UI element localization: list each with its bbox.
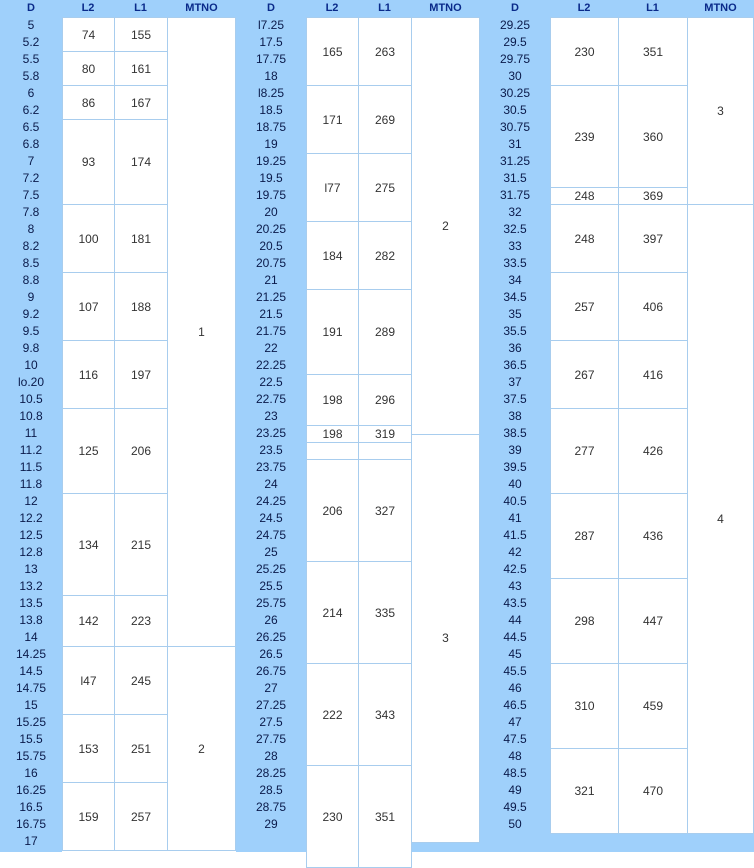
l2-value: 257 — [550, 272, 619, 341]
d-value: 15.5 — [19, 732, 43, 746]
d-value: 28.25 — [255, 766, 287, 780]
l1-value: 459 — [618, 663, 688, 749]
d-value: 34.5 — [503, 290, 527, 304]
mtno-value: 2 — [167, 646, 236, 851]
l1-value: 161 — [114, 51, 168, 86]
l1-value: 197 — [114, 340, 168, 409]
mtno-value: 4 — [687, 204, 754, 834]
d-value: 50 — [508, 817, 522, 831]
mtno-value: 3 — [411, 434, 480, 843]
d-value: 33.5 — [503, 256, 527, 270]
d-value: 19.75 — [255, 188, 287, 202]
d-value: 49 — [508, 783, 522, 797]
d-value: 13.5 — [19, 596, 43, 610]
d-value: 12.2 — [19, 511, 43, 525]
d-value: 22.25 — [255, 358, 287, 372]
l2-value: 191 — [306, 289, 359, 375]
l1-value: 263 — [358, 17, 412, 86]
d-value: 16.25 — [15, 783, 47, 797]
d-value: 27.5 — [259, 715, 283, 729]
l1-value — [358, 442, 412, 460]
l1-value: 223 — [114, 595, 168, 647]
d-value: 24.25 — [255, 494, 287, 508]
d-value: 46.5 — [503, 698, 527, 712]
d-value: 18.75 — [255, 120, 287, 134]
d-value: 22 — [264, 341, 278, 355]
d-value: 32 — [508, 205, 522, 219]
l2-value: 230 — [550, 17, 619, 86]
d-value: 25.75 — [255, 596, 287, 610]
l2-value: 159 — [62, 782, 115, 851]
l1-value: 282 — [358, 221, 412, 290]
d-value: 24.75 — [255, 528, 287, 542]
l1-value: 275 — [358, 153, 412, 222]
d-value: 28 — [264, 749, 278, 763]
d-value: 19.5 — [259, 171, 283, 185]
mtno-value: 3 — [687, 17, 754, 205]
d-value: 15.25 — [15, 715, 47, 729]
d-value: 19.25 — [255, 154, 287, 168]
d-value: 9.8 — [22, 341, 40, 355]
l2-value: 142 — [62, 595, 115, 647]
l1-value: 351 — [358, 765, 412, 868]
d-value: 30.75 — [499, 120, 531, 134]
d-value: 37.5 — [503, 392, 527, 406]
d-value: 42.5 — [503, 562, 527, 576]
d-value: 16.75 — [15, 817, 47, 831]
d-value: l7.25 — [257, 18, 285, 32]
d-value: 8.2 — [22, 239, 40, 253]
l2-value: 248 — [550, 204, 619, 273]
l1-value: 360 — [618, 85, 688, 188]
d-value: 24 — [264, 477, 278, 491]
d-value: 8.8 — [22, 273, 40, 287]
d-value: 26.25 — [255, 630, 287, 644]
l2-value: 321 — [550, 748, 619, 834]
d-value: 30.5 — [503, 103, 527, 117]
l1-value: 369 — [618, 187, 688, 205]
mtno-value: 2 — [411, 17, 480, 435]
d-value: 35.5 — [503, 324, 527, 338]
d-value: 46 — [508, 681, 522, 695]
d-value: 49.5 — [503, 800, 527, 814]
d-value: 25 — [264, 545, 278, 559]
d-value: 19 — [264, 137, 278, 151]
d-value: 26 — [264, 613, 278, 627]
d-value: 21.25 — [255, 290, 287, 304]
d-value: 6.2 — [22, 103, 40, 117]
d-value: 15.75 — [15, 749, 47, 763]
d-value: 31 — [508, 137, 522, 151]
l1-value: 447 — [618, 578, 688, 664]
d-value: l8.25 — [257, 86, 285, 100]
header-d: D — [0, 0, 62, 17]
d-value: 48 — [508, 749, 522, 763]
d-value: 38.5 — [503, 426, 527, 440]
d-value: 20 — [264, 205, 278, 219]
header-d: D — [236, 0, 306, 17]
l2-value: l77 — [306, 153, 359, 222]
d-value: 5 — [27, 18, 35, 32]
d-value: 14.75 — [15, 681, 47, 695]
d-value: 25.25 — [255, 562, 287, 576]
d-value: 24.5 — [259, 511, 283, 525]
l1-value: 188 — [114, 272, 168, 341]
d-value: 23.75 — [255, 460, 287, 474]
l1-value: 335 — [358, 561, 412, 664]
d-value: 17 — [24, 834, 38, 848]
d-value: 11.8 — [19, 477, 43, 491]
d-value: 23 — [264, 409, 278, 423]
d-value: 31.75 — [499, 188, 531, 202]
d-value: lo.20 — [17, 375, 45, 389]
header-l1: L1 — [114, 0, 167, 17]
d-value: 36 — [508, 341, 522, 355]
d-value: 7.2 — [22, 171, 40, 185]
d-value: 14.5 — [19, 664, 43, 678]
d-value: 23.5 — [259, 443, 283, 457]
d-value: 48.5 — [503, 766, 527, 780]
d-value: 29.25 — [499, 18, 531, 32]
header-mtno: MTNO — [167, 0, 236, 17]
l1-value: 174 — [114, 119, 168, 205]
d-value: 29.5 — [503, 35, 527, 49]
l2-value: 222 — [306, 663, 359, 766]
l1-value: 296 — [358, 374, 412, 426]
l2-value: 230 — [306, 765, 359, 868]
d-value: 36.5 — [503, 358, 527, 372]
d-value: 7 — [27, 154, 35, 168]
d-value: 35 — [508, 307, 522, 321]
d-value: 40.5 — [503, 494, 527, 508]
l1-value: 416 — [618, 340, 688, 409]
l1-value: 206 — [114, 408, 168, 494]
l1-value: 351 — [618, 17, 688, 86]
header-mtno: MTNO — [411, 0, 480, 17]
d-value: 15 — [24, 698, 38, 712]
l2-value: 80 — [62, 51, 115, 86]
l1-value: 167 — [114, 85, 168, 120]
l1-value: 436 — [618, 493, 688, 579]
l2-value: l47 — [62, 646, 115, 715]
d-value: 17.5 — [259, 35, 283, 49]
l2-value: 107 — [62, 272, 115, 341]
l2-value: 86 — [62, 85, 115, 120]
l2-value: 165 — [306, 17, 359, 86]
d-value: 11 — [24, 426, 38, 440]
d-value: 41 — [508, 511, 522, 525]
d-value: 26.75 — [255, 664, 287, 678]
d-value: 10.8 — [19, 409, 43, 423]
l2-value: 74 — [62, 17, 115, 52]
d-value: 28.75 — [255, 800, 287, 814]
d-value: 21.75 — [255, 324, 287, 338]
l1-value: 181 — [114, 204, 168, 273]
d-value: 11.5 — [19, 460, 43, 474]
d-value: 43.5 — [503, 596, 527, 610]
d-value: 21 — [264, 273, 278, 287]
d-value: 27.75 — [255, 732, 287, 746]
d-value: 28.5 — [259, 783, 283, 797]
l2-value — [306, 442, 359, 460]
l2-value: 239 — [550, 85, 619, 188]
d-value: 29 — [264, 817, 278, 831]
l1-value: 257 — [114, 782, 168, 851]
d-value: 31.5 — [503, 171, 527, 185]
l1-value: 155 — [114, 17, 168, 52]
d-value: 27.25 — [255, 698, 287, 712]
l2-value: 206 — [306, 459, 359, 562]
d-value: 39 — [508, 443, 522, 457]
d-value: 5.5 — [22, 52, 40, 66]
d-value: 25.5 — [259, 579, 283, 593]
d-value: 40 — [508, 477, 522, 491]
l2-value: 298 — [550, 578, 619, 664]
d-value: 9.2 — [22, 307, 40, 321]
l1-value: 245 — [114, 646, 168, 715]
l2-value: 184 — [306, 221, 359, 290]
d-value: 39.5 — [503, 460, 527, 474]
d-value: 22.5 — [259, 375, 283, 389]
d-value: 6 — [27, 86, 35, 100]
d-value: 31.25 — [499, 154, 531, 168]
d-value: 32.5 — [503, 222, 527, 236]
d-value: 37 — [508, 375, 522, 389]
l1-value: 251 — [114, 714, 168, 783]
l1-value: 215 — [114, 493, 168, 596]
d-value: 47.5 — [503, 732, 527, 746]
l2-value: 153 — [62, 714, 115, 783]
d-value: 9 — [27, 290, 35, 304]
d-value: 18 — [264, 69, 278, 83]
l1-value: 397 — [618, 204, 688, 273]
d-value: 21.5 — [259, 307, 283, 321]
header-l2: L2 — [62, 0, 114, 17]
d-value: 30.25 — [499, 86, 531, 100]
l2-value: 267 — [550, 340, 619, 409]
d-value: 45 — [508, 647, 522, 661]
mtno-value: 1 — [167, 17, 236, 647]
d-value: 41.5 — [503, 528, 527, 542]
l1-value: 327 — [358, 459, 412, 562]
d-value: 6.8 — [22, 137, 40, 151]
d-value: 9.5 — [22, 324, 40, 338]
l1-value: 470 — [618, 748, 688, 834]
l2-value: 116 — [62, 340, 115, 409]
d-value: 27 — [264, 681, 278, 695]
d-value: 12 — [24, 494, 38, 508]
l2-value: 214 — [306, 561, 359, 664]
header-mtno: MTNO — [687, 0, 754, 17]
d-value: 7.5 — [22, 188, 40, 202]
d-value: 11.2 — [19, 443, 43, 457]
header-l2: L2 — [550, 0, 618, 17]
d-value: 26.5 — [259, 647, 283, 661]
header-d: D — [480, 0, 550, 17]
d-value: 12.5 — [19, 528, 43, 542]
l1-value: 319 — [358, 425, 412, 443]
d-value: 20.5 — [259, 239, 283, 253]
d-value: 38 — [508, 409, 522, 423]
d-value: 8.5 — [22, 256, 40, 270]
l2-value: 198 — [306, 374, 359, 426]
d-value: 30 — [508, 69, 522, 83]
l1-value: 426 — [618, 408, 688, 494]
d-value: 22.75 — [255, 392, 287, 406]
d-value: 13.2 — [19, 579, 43, 593]
d-value: 47 — [508, 715, 522, 729]
l2-value: 310 — [550, 663, 619, 749]
header-l1: L1 — [618, 0, 687, 17]
d-value: 45.5 — [503, 664, 527, 678]
header-l1: L1 — [358, 0, 411, 17]
d-value: 29.75 — [499, 52, 531, 66]
l2-value: 134 — [62, 493, 115, 596]
d-value: 16 — [24, 766, 38, 780]
d-value: 44.5 — [503, 630, 527, 644]
d-value: 13 — [24, 562, 38, 576]
header-l2: L2 — [306, 0, 358, 17]
d-value: 14.25 — [15, 647, 47, 661]
l1-value: 406 — [618, 272, 688, 341]
l2-value: 277 — [550, 408, 619, 494]
d-value: 23.25 — [255, 426, 287, 440]
l1-value: 343 — [358, 663, 412, 766]
d-value: 18.5 — [259, 103, 283, 117]
d-value: 10 — [24, 358, 38, 372]
d-value: 20.25 — [255, 222, 287, 236]
l2-value: 287 — [550, 493, 619, 579]
d-value: 8 — [27, 222, 35, 236]
d-value: 13.8 — [19, 613, 43, 627]
l1-value: 289 — [358, 289, 412, 375]
d-value: 17.75 — [255, 52, 287, 66]
d-value: 5.8 — [22, 69, 40, 83]
d-value: 33 — [508, 239, 522, 253]
d-value: 42 — [508, 545, 522, 559]
d-value: 5.2 — [22, 35, 40, 49]
d-value: 16.5 — [19, 800, 43, 814]
d-value: 7.8 — [22, 205, 40, 219]
d-value: 10.5 — [19, 392, 43, 406]
d-value: 43 — [508, 579, 522, 593]
l2-value: 248 — [550, 187, 619, 205]
d-value: 12.8 — [19, 545, 43, 559]
l2-value: 198 — [306, 425, 359, 443]
l2-value: 125 — [62, 408, 115, 494]
l1-value: 269 — [358, 85, 412, 154]
l2-value: 171 — [306, 85, 359, 154]
l2-value: 93 — [62, 119, 115, 205]
d-value: 14 — [24, 630, 38, 644]
d-value: 44 — [508, 613, 522, 627]
d-value: 34 — [508, 273, 522, 287]
d-value: 20.75 — [255, 256, 287, 270]
d-value: 6.5 — [22, 120, 40, 134]
l2-value: 100 — [62, 204, 115, 273]
